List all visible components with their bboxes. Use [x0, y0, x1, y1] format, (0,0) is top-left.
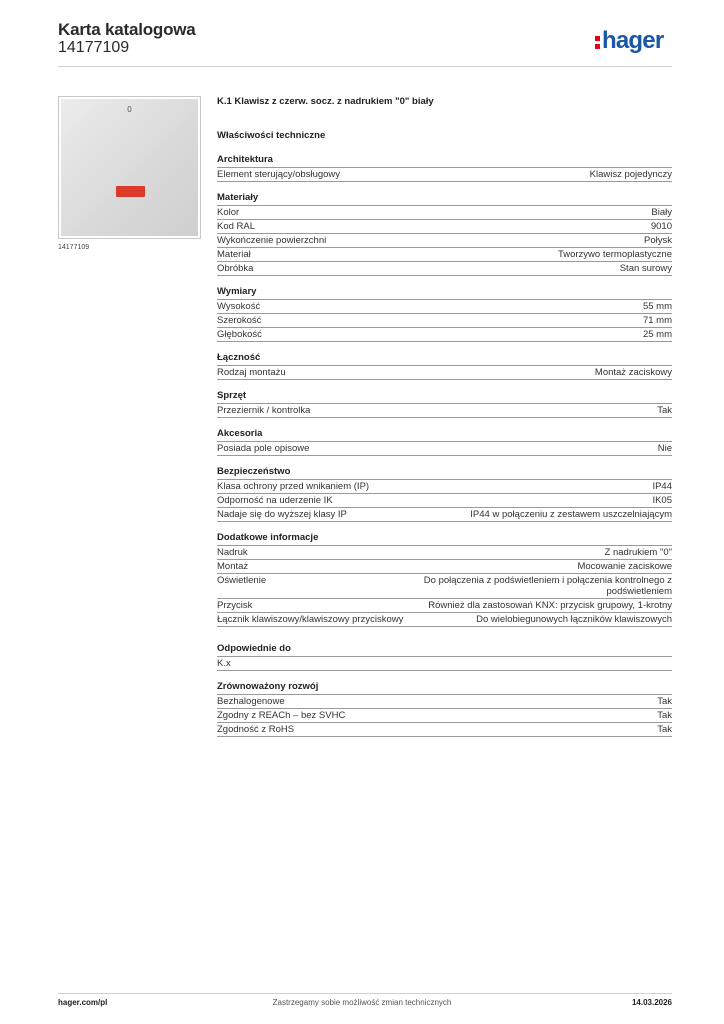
spec-label: Materiał: [217, 249, 251, 260]
spec-label: Nadruk: [217, 547, 248, 558]
spec-label: Przeziernik / kontrolka: [217, 405, 311, 416]
spec-label: Łącznik klawiszowy/klawiszowy przyciskowy: [217, 614, 404, 625]
spec-row: [217, 248, 672, 262]
spec-value: Biały: [651, 207, 672, 218]
product-details: [217, 96, 672, 737]
spec-value: Do wielobiegunowych łączników klawiszowych: [476, 614, 672, 625]
header-divider: [58, 66, 672, 67]
logo-mark-icon: [595, 36, 600, 49]
spec-row: [217, 480, 672, 494]
spec-section: [217, 681, 672, 737]
page-title: Karta katalogowa: [58, 20, 196, 39]
spec-section: [217, 390, 672, 418]
spec-row: [217, 560, 672, 574]
spec-row: [217, 695, 672, 709]
spec-row: [217, 657, 672, 671]
spec-value: Klawisz pojedynczy: [589, 169, 672, 180]
spec-label: Bezhalogenowe: [217, 696, 285, 707]
spec-value: Stan surowy: [619, 263, 672, 274]
spec-section: [217, 192, 672, 276]
spec-row: [217, 404, 672, 418]
spec-row: [217, 723, 672, 737]
section-heading: Bezpieczeństwo: [217, 466, 672, 480]
spec-label: Głębokość: [217, 329, 262, 340]
footer-disclaimer: Zastrzegamy sobie możliwość zmian technicznych: [272, 998, 452, 1007]
spec-value: IP44 w połączeniu z zestawem uszczelniającym: [470, 509, 672, 520]
spec-value: 55 mm: [642, 301, 672, 312]
section-heading: Łączność: [217, 352, 672, 366]
spec-row: [217, 574, 672, 599]
spec-value: 9010: [650, 221, 672, 232]
logo-text: hager: [602, 27, 664, 54]
spec-value: Montaż zaciskowy: [594, 367, 672, 378]
spec-value: 71 mm: [642, 315, 672, 326]
spec-label: Rodzaj montażu: [217, 367, 286, 378]
section-heading: Materiały: [217, 192, 672, 206]
spec-section: [217, 286, 672, 342]
spec-label: Kolor: [217, 207, 240, 218]
spec-value: Nie: [657, 443, 672, 454]
product-image: [58, 96, 201, 239]
spec-label: Zgodność z RoHS: [217, 724, 295, 735]
spec-row: [217, 508, 672, 522]
section-heading: Dodatkowe informacje: [217, 532, 672, 546]
spec-row: [217, 234, 672, 248]
spec-row: [217, 206, 672, 220]
spec-sections: [217, 154, 672, 737]
section-heading: Akcesoria: [217, 428, 672, 442]
spec-section: [217, 428, 672, 456]
switch-plate: [61, 99, 198, 236]
spec-row: [217, 709, 672, 723]
spec-section: [217, 154, 672, 182]
plate-marking: 0: [127, 105, 132, 114]
spec-value: Do połączenia z podświetleniem i połączenia kontrolnego z podświetleniem: [423, 575, 672, 597]
spec-row: [217, 328, 672, 342]
section-heading: Odpowiednie do: [217, 643, 672, 657]
product-title: K.1 Klawisz z czerw. socz. z nadrukiem "0" biały: [217, 96, 434, 107]
spec-row: [217, 300, 672, 314]
image-caption: 14177109: [58, 244, 90, 251]
section-heading: Wymiary: [217, 286, 672, 300]
red-indicator-lens: [116, 186, 145, 197]
spec-label: Wykończenie powierzchni: [217, 235, 327, 246]
spec-row: [217, 599, 672, 613]
spec-value: Tak: [657, 710, 672, 721]
spec-row: [217, 168, 672, 182]
spec-section: [217, 466, 672, 522]
spec-value: Tworzywo termoplastyczne: [557, 249, 672, 260]
spec-row: [217, 220, 672, 234]
spec-label: Odporność na uderzenie IK: [217, 495, 333, 506]
spec-row: [217, 613, 672, 627]
spec-label: Kod RAL: [217, 221, 256, 232]
technical-properties-heading: Właściwości techniczne: [217, 130, 326, 141]
spec-value: Również dla zastosowań KNX: przycisk grupowy, 1-krotny: [428, 600, 672, 611]
spec-value: Połysk: [644, 235, 672, 246]
spec-value: Tak: [657, 724, 672, 735]
footer-date: 14.03.2026: [631, 998, 672, 1007]
spec-row: [217, 366, 672, 380]
spec-value: Z nadrukiem "0": [604, 547, 672, 558]
spec-label: Posiada pole opisowe: [217, 443, 310, 454]
spec-label: Klasa ochrony przed wnikaniem (IP): [217, 481, 370, 492]
product-number: 14177109: [58, 39, 130, 56]
spec-label: Szerokość: [217, 315, 262, 326]
spec-value: IK05: [652, 495, 672, 506]
spec-row: [217, 442, 672, 456]
spec-label: Element sterujący/obsługowy: [217, 169, 341, 180]
spec-label: Przycisk: [217, 600, 253, 611]
spec-section: [217, 532, 672, 627]
spec-value: Tak: [657, 405, 672, 416]
spec-label: Zgodny z REACh – bez SVHC: [217, 710, 346, 721]
hager-logo: [595, 27, 663, 57]
spec-row: [217, 494, 672, 508]
spec-label: Montaż: [217, 561, 249, 572]
spec-label: Wysokość: [217, 301, 261, 312]
section-heading: Zrównoważony rozwój: [217, 681, 672, 695]
spec-label: Nadaje się do wyższej klasy IP: [217, 509, 347, 520]
spec-row: [217, 262, 672, 276]
spec-value: IP44: [652, 481, 672, 492]
spec-row: [217, 546, 672, 560]
section-heading: Sprzęt: [217, 390, 672, 404]
spec-value: Mocowanie zaciskowe: [577, 561, 672, 572]
section-heading: Architektura: [217, 154, 672, 168]
spec-row: [217, 314, 672, 328]
footer-website: hager.com/pl: [58, 998, 108, 1007]
footer-divider: [58, 993, 672, 994]
spec-label: Obróbka: [217, 263, 254, 274]
spec-section: [217, 352, 672, 380]
spec-label: Oświetlenie: [217, 575, 267, 586]
spec-section: [217, 643, 672, 671]
spec-value: Tak: [657, 696, 672, 707]
spec-value: 25 mm: [642, 329, 672, 340]
spec-label: K.x: [217, 658, 231, 669]
